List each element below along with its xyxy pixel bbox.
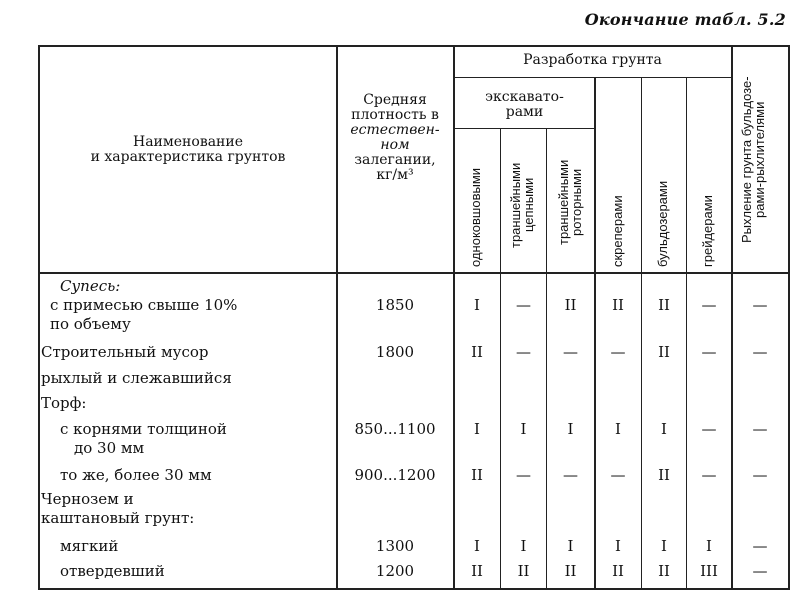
row-peat-thick-graders: — [701,466,717,484]
row-supes-name-l1: с примесью свыше 10% [50,296,238,314]
table-top-border [38,45,790,47]
row-peat-thick-scrapers: — [610,466,626,484]
row-peat-roots-bulldozers: I [661,420,667,438]
row-peat-thick-bulldozers: II [658,466,670,484]
row-hardened-trench-chain: II [517,562,530,580]
row-peat-roots-trench-rotor: I [567,420,574,438]
row-hardened-name: отвердевший [60,562,165,580]
row-soft-density: 1300 [375,537,415,555]
ripping-header: Рыхление грунта бульдозе- рами-рыхлителями [739,76,767,244]
row-debris-density: 1800 [375,343,415,361]
development-header-rule [453,77,731,78]
row-supes-scrapers: II [612,296,624,314]
row-supes-trench-rotor: II [564,296,577,314]
row-supes-bulldozers: II [658,296,670,314]
table-caption: Окончание табл. 5.2 [584,10,786,29]
row-peat-thick-single-bucket: II [471,466,483,484]
name-column-header: Наименование и характеристика грунтов [90,134,286,165]
row-peat-thick-ripping: — [752,466,768,484]
row-soft-trench-chain: I [520,537,527,555]
row-soft-graders: I [706,537,712,555]
density-column-header: Средняя плотность в естествен- ном залегании, кг/м³ [350,92,440,183]
row-soft-single-bucket: I [474,537,480,555]
table-left-border [38,45,40,590]
row-supes-density: 1850 [375,296,415,314]
row-peat-roots-single-bucket: I [474,420,480,438]
row-debris-graders: — [701,343,717,361]
row-peat-thick-trench-rotor: — [563,466,578,484]
row-debris-trench-chain: — [516,343,531,361]
row-hardened-ripping: — [752,562,768,580]
row-peat-thick-trench-chain: — [516,466,531,484]
row-supes-title: Супесь: [60,277,121,295]
row-peat-thick-name: то же, более 30 мм [60,466,212,484]
row-debris-single-bucket: II [471,343,483,361]
bulldozers-divider [686,77,687,590]
row-peat-roots-name-l2: до 30 мм [74,439,145,457]
soil-table [38,45,790,590]
row-peat-roots-trench-chain: I [520,420,527,438]
table-bottom-border [38,588,790,590]
bulldozers-header: бульдозерами [655,180,670,267]
row-chernozem-title-l2: каштановый грунт: [41,509,195,527]
row-soft-trench-rotor: I [567,537,574,555]
scrapers-header: скреперами [610,195,625,267]
row-soft-ripping: — [752,537,768,555]
row-supes-name-l2: по объему [50,315,131,333]
excavators-group-header: экскавато- рами [485,89,564,120]
row-debris-desc: рыхлый и слежавшийся [41,369,232,387]
row-supes-single-bucket: I [474,296,480,314]
development-column-divider [453,45,455,590]
trench-rotor-header: траншейными роторными [556,159,584,245]
row-debris-bulldozers: II [658,343,670,361]
graders-header: грейдерами [700,195,715,267]
row-hardened-graders: III [700,562,718,580]
table-right-border [788,45,790,590]
excavators-header-rule [453,128,595,129]
row-hardened-bulldozers: II [658,562,670,580]
row-peat-roots-graders: — [701,420,717,438]
row-supes-ripping: — [752,296,768,314]
row-hardened-single-bucket: II [471,562,483,580]
header-bottom-border [38,272,790,274]
row-soft-scrapers: I [615,537,621,555]
row-peat-roots-scrapers: I [615,420,621,438]
row-soft-bulldozers: I [661,537,667,555]
single-bucket-header: одноковшовыми [468,167,483,267]
row-peat-title: Торф: [41,394,87,412]
row-chernozem-title-l1: Чернозем и [41,490,134,508]
row-peat-roots-ripping: — [752,420,768,438]
row-peat-roots-name-l1: с корнями толщиной [60,420,227,438]
row-supes-trench-chain: — [516,296,531,314]
row-hardened-density: 1200 [375,562,415,580]
row-hardened-scrapers: II [612,562,624,580]
row-debris-ripping: — [752,343,768,361]
development-group-header: Разработка грунта [523,52,662,68]
trench-chain-header: траншейными цепными [508,162,536,248]
scrapers-divider [641,77,642,590]
row-peat-roots-density: 850...1100 [354,420,436,438]
graders-divider [731,45,733,590]
row-debris-name: Строительный мусор [41,343,209,361]
row-soft-name: мягкий [60,537,119,555]
row-peat-thick-density: 900...1200 [354,466,436,484]
row-supes-graders: — [701,296,717,314]
row-debris-trench-rotor: — [563,343,578,361]
excavators-divider [594,77,596,590]
row-debris-scrapers: — [610,343,626,361]
row-hardened-trench-rotor: II [564,562,577,580]
